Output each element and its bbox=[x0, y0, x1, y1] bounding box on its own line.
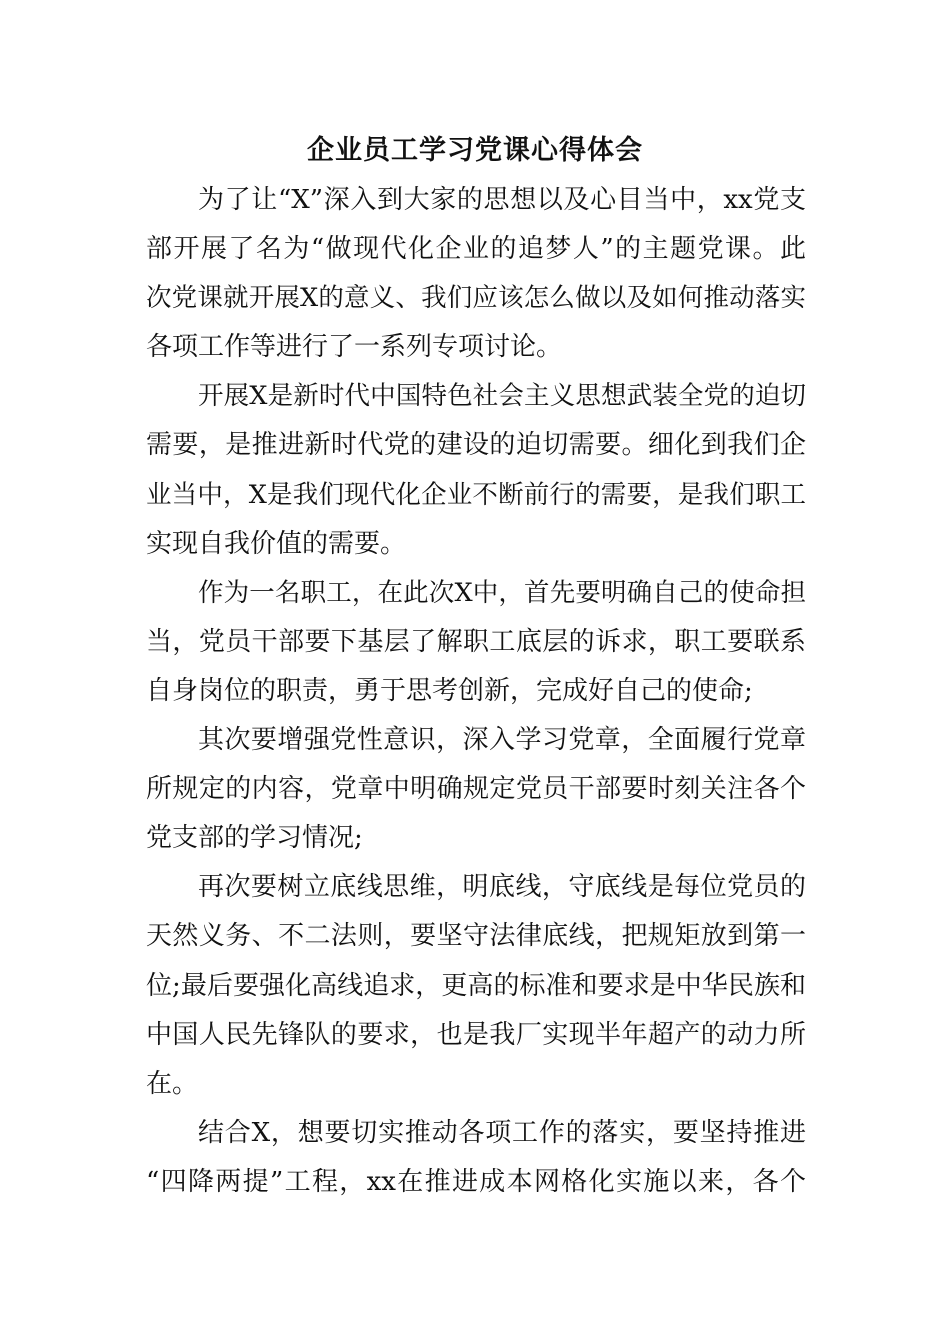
body-line: 业当中，X是我们现代化企业不断前行的需要，是我们职工 bbox=[146, 479, 806, 510]
body-line: 中国人民先锋队的要求，也是我厂实现半年超产的动力所 bbox=[146, 1019, 806, 1050]
body-line: 所规定的内容，党章中明确规定党员干部要时刻关注各个 bbox=[146, 774, 806, 805]
body-line: 再次要树立底线思维，明底线，守底线是每位党员的 bbox=[198, 872, 806, 903]
body-line: 党支部的学习情况; bbox=[146, 823, 363, 854]
body-line: 部开展了名为“做现代化企业的追梦人”的主题党课。此 bbox=[146, 234, 806, 265]
document-title: 企业员工学习党课心得体会 bbox=[307, 135, 643, 166]
body-line: 位;最后要强化高线追求，更高的标准和要求是中华民族和 bbox=[146, 970, 806, 1001]
body-line: 需要，是推进新时代党的建设的迫切需要。细化到我们企 bbox=[146, 430, 806, 461]
body-line: 当，党员干部要下基层了解职工底层的诉求，职工要联系 bbox=[146, 626, 806, 657]
body-line: 开展X是新时代中国特色社会主义思想武装全党的迫切 bbox=[198, 381, 806, 412]
body-line: 实现自我价值的需要。 bbox=[146, 528, 407, 559]
body-line: 其次要增强党性意识，深入学习党章，全面履行党章 bbox=[198, 725, 806, 756]
body-line: 在。 bbox=[146, 1068, 199, 1099]
body-line: “四降两提”工程，xx在推进成本网格化实施以来，各个 bbox=[146, 1166, 806, 1197]
body-line: 自身岗位的职责，勇于思考创新，完成好自己的使命; bbox=[146, 675, 753, 706]
body-line: 次党课就开展X的意义、我们应该怎么做以及如何推动落实 bbox=[146, 283, 806, 314]
document-body bbox=[146, 176, 806, 1207]
body-line: 各项工作等进行了一系列专项讨论。 bbox=[146, 332, 563, 363]
body-line: 天然义务、不二法则，要坚守法律底线，把规矩放到第一 bbox=[146, 921, 806, 952]
body-line: 作为一名职工，在此次X中，首先要明确自己的使命担 bbox=[198, 577, 806, 608]
body-line: 为了让“X”深入到大家的思想以及心目当中，xx党支 bbox=[198, 185, 806, 215]
body-line: 结合X，想要切实推动各项工作的落实，要坚持推进 bbox=[198, 1117, 806, 1148]
